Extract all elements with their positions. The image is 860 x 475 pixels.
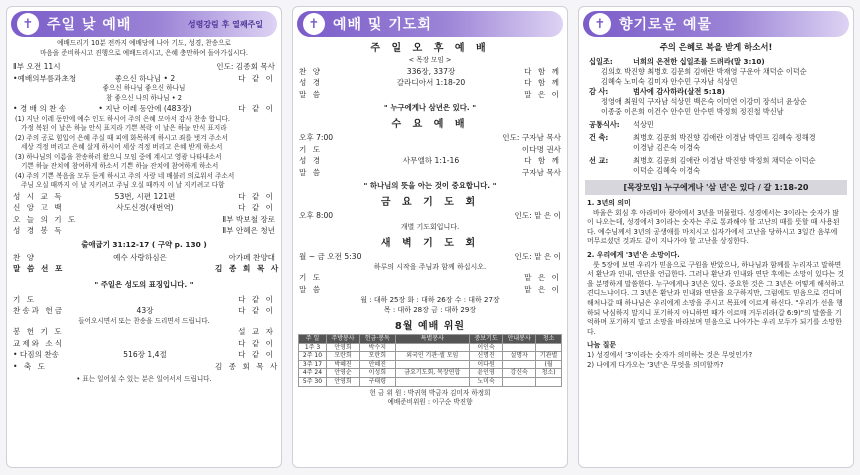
table-row [299, 377, 562, 386]
note: 개별 기도회입니다. [400, 222, 460, 231]
table-header-cell: 헌금·봉독 [360, 335, 395, 344]
table-cell [536, 343, 562, 352]
table-header-cell: 주 일 [299, 335, 327, 344]
service-lead: Ⅱ부 오전 11시 인도: 김종회 목사 [13, 62, 275, 71]
cross-icon: ✝ [303, 13, 325, 35]
table-cell: 금요기도회, 목장연합 [395, 369, 470, 378]
offering-category: 감 사: 범사에 감사하라(살전 5:18) [589, 87, 725, 96]
table-header-cell: 안내봉사 [503, 335, 536, 344]
reading-plan: 월 : 대하 25장 화 : 대하 26장 수 : 대하 27장 [360, 296, 500, 304]
order-row: 성 시 교 독 53번, 시편 121편 다 같 이 [13, 191, 275, 201]
section-subtitle: < 목장 모임 > [408, 56, 452, 64]
table-header-cell: 청소 [536, 335, 562, 344]
order-row: 봉 헌 기 도 설 교 자 [13, 327, 275, 336]
section-heading: 1. 3년의 의미 [587, 199, 631, 207]
table-cell: 안영희 [326, 343, 359, 352]
order-row: 기 도 맡 은 이 [299, 273, 561, 282]
hymn-verse: 기쁜 하늘 잔치에 참여하게 하소서 기쁜 하늘 잔치에 참여하게 하소서 [21, 162, 219, 170]
table-cell: 청소) [536, 369, 562, 378]
table-row [299, 369, 562, 378]
table-cell: 안영순 [326, 369, 359, 378]
offering-note: 들어오시면서 또는 찬송을 드리면서 드립니다. [78, 316, 210, 325]
intro-line: 예배드리기 10분 전까지 예배당에 나아 기도, 성경, 찬송으로 [57, 39, 231, 47]
table-cell: 안영희 [326, 377, 359, 386]
question: 1) 성경에서 '3'이라는 숫자가 의미하는 것은 무엇인가? [587, 350, 753, 359]
table-cell [395, 360, 470, 369]
service-time: 오후 8:00 인도: 맡 은 이 [299, 211, 561, 220]
section-title: 새 벽 기 도 회 [380, 237, 480, 249]
order-row: 성 경 봉 독 Ⅱ부 안혜은 청년 [13, 226, 275, 235]
table-cell: 노미숙 [470, 377, 503, 386]
hymn-line: 참 좋으신 나의 하나님 • 2 [106, 93, 182, 102]
table-cell: 외국인 기관·셀 모임 [395, 352, 470, 361]
table-cell: 4주 24 [299, 369, 327, 378]
table-cell [503, 343, 536, 352]
offerings-heading: 주의 은혜로 복을 받게 하소서! [659, 42, 773, 52]
donor-list: 이경남 김은숙 이경숙 [633, 143, 701, 152]
table-cell: 모란희 [326, 352, 359, 361]
panel-title: 향기로운 예물 [619, 17, 713, 33]
order-row: 성 경 사무엘하 1:1-16 다 함 께 [299, 156, 561, 165]
order-row: • 축 도 김 종 회 목 사 [13, 361, 280, 371]
service-time: 오후 7:00 인도: 구자남 목사 [299, 133, 561, 142]
committee-table [298, 334, 562, 387]
order-row: 말 씀 구자남 목사 [299, 167, 561, 177]
hymn-verse: 주님 오실 때까지 이 날 지키려고 주님 오실 때까지 이 날 지키려고 다함 [21, 181, 225, 189]
order-row: 말 씀 선 포 김 종 회 목 사 [13, 264, 281, 273]
offering-category: 공통식사: 석상민 [589, 120, 654, 129]
scripture-reading: 출애굽기 31:12-17 ( 구약 p. 130 ) [81, 239, 207, 249]
offerings-panel [578, 6, 854, 468]
table-cell: 박혜진 [326, 360, 359, 369]
offering-category: 선 교: 최병호 김문희 김애란 이경남 박진향 박정희 채덕순 이덕순 [589, 156, 816, 165]
hymn-verse: 세상 걱정 버리고 은혜 살게 하시어 세상 걱정 버리고 은혜 받게 하소서 [21, 143, 223, 151]
order-row: 찬 양 예수 사랑하심은 아가페 찬양대 [13, 252, 275, 262]
table-cell: 2주 10 [299, 352, 327, 361]
table-cell: 5주 30 [299, 377, 327, 386]
donor-list: 이덕순 김혜숙 이경숙 [633, 166, 701, 175]
table-cell: 모란희 [360, 352, 395, 361]
table-cell [503, 377, 536, 386]
section-title: 주 일 오 후 예 배 [370, 43, 490, 54]
order-row: 성 경 갈라디아서 1:18-20 다 함 께 [299, 78, 561, 87]
panel-title: 주일 낮 예배 [47, 17, 132, 33]
message-title: " 누구에게나 삼년은 있다. " [383, 103, 477, 112]
order-row: 기 도 이다명 권사 [299, 144, 561, 154]
section-title: 수 요 예 배 [391, 119, 469, 130]
table-cell: 이인숙 [470, 343, 503, 352]
sermon-title: " 주일은 성도의 표징입니다. " [94, 279, 194, 289]
order-row: •예배의부름과초청 좋으신 하나님 • 2 다 같 이 [13, 73, 275, 83]
table-row [299, 352, 562, 361]
table-cell [536, 377, 562, 386]
donor-list: 정영애 최원익 구자남 석상민 백은숙 이미연 이강미 장석녀 윤상순 [601, 97, 807, 106]
order-row: • 다짐의 찬송 516장 1,4절 다 같 이 [13, 350, 275, 359]
panel-title: 예배 및 기도회 [333, 17, 432, 33]
table-cell: 1주 3 [299, 343, 327, 352]
table-cell: (월 [536, 360, 562, 369]
hymn-line: 좋으신 하나님 좋으신 하나님 [102, 84, 186, 92]
paragraph: 바울은 회심 후 아라비아 광야에서 3년을 머물렀다. 성경에서는 3이라는 숫자가 많이 나오는데, 성경에서 3이라는 숫자는 주로 통과해야 할 고난의 때를 뜻할 때 사용된다. 예수님께서 3년의 공생애를 마치시고 십자가에서 고난을 당하시고 3일간 음부에 머무르셨던 것과도 같이 지나가야 할 고난을 상징한다. [587, 208, 840, 246]
table-cell: 3주 17 [299, 360, 327, 369]
offering-category: 십일조: 너희의 온전한 십일조를 드려라(말 3:10) [589, 57, 765, 66]
order-row: 교제와 소식 다 같 이 [13, 338, 275, 348]
worship-order-panel [6, 6, 282, 468]
footnote: • 표는 일어설 수 있는 분은 일어서서 드립니다. [76, 375, 212, 383]
table-cell: 이성희 [360, 369, 395, 378]
panel-banner [11, 11, 277, 37]
section-heading: 2. 우리에게 '3년'은 소망이다. [587, 250, 680, 259]
table-cell [395, 343, 470, 352]
order-row: 말 씀 맡 은 이 [299, 284, 561, 294]
panel-subtitle: 성령강림 후 열째주일 [187, 19, 263, 29]
section-title: 금 요 기 도 회 [380, 197, 480, 208]
paragraph: 룻 5장에 보면 우리가 믿음으로 구원을 받았으나, 하나님과 함께를 누리자고 말하면서 환난과 인내, 연단을 언급한다. 그러나 환난과 인내와 연단 후에는 소망이 있다는 것을 분명하게 말씀한다. 누구에게나 3년은 있다. 중요한 것은 그 3년은 어떻게 해석하고 견디느냐이다. 그 3년은 환난과 인내와 연단을 요구하지만, 그럼에도 믿음으로 견디며 해처나갈 때 하나님은 우리에게 소망을 주시고 목표에 이르게 하신다. "우리가 선을 행하되 낙심하지 말지니 포기하지 아니하면 때가 이르매 거두리라(갈 6:9)"의 말씀을 기억하며 포기하지 말고 소망을 바라보며 믿음으로 나아가는 우리 모두가 되기를 소망한다. [587, 260, 844, 336]
intro-line: 마음을 준비하시고 진행으로 예배드리시고, 은혜 충만하여 돌아가십시다. [40, 48, 248, 57]
services-panel [292, 6, 568, 468]
message-title: " 하나님의 뜻을 아는 것이 중요합니다. " [363, 181, 497, 190]
table-row [299, 360, 562, 369]
question: 2) 나에게 다가오는 '3년'은 무엇을 의미할까? [587, 360, 724, 369]
offering-category: 건 축: 최병호 김문희 박진향 김애란 이경남 박민프 김혜숙 정해경 [589, 133, 816, 142]
table-cell: 설명자 [503, 352, 536, 361]
cross-icon: ✝ [589, 13, 611, 35]
table-cell: 구태령 [360, 377, 395, 386]
note: 하루의 시작을 주님과 함께 하십시오. [373, 263, 487, 271]
table-header-cell: 특별봉사 [395, 335, 470, 344]
table-cell: 안혜진 [360, 360, 395, 369]
donor-list: 이종중 이은희 이건수 안수민 안수빈 박정희 정진철 박신남 [601, 107, 784, 116]
order-row: 말 씀 말 은 이 [299, 89, 561, 99]
hymn-verse: (4) 주의 기쁜 복음을 모두 듣게 하시고 주의 사랑 네 배불러 의로워서 주소서 [15, 171, 235, 180]
panel-banner [297, 11, 563, 37]
table-cell: 윤인영 [470, 369, 503, 378]
committee-footer: 헌 금 위 원 : 박귀혁 박금자 김미자 하정희 [369, 388, 491, 397]
table-cell [395, 377, 470, 386]
order-row: 찬 양 336장, 337장 다 함 께 [299, 66, 561, 76]
cross-icon: ✝ [17, 13, 39, 35]
hymn-verse: (3) 하나님의 이름을 찬송하러 왔으니 모임 중에 계시고 영광 나타내소서 [15, 152, 222, 161]
order-row: 신 앙 고 백 사도신경(새번역) 다 같 이 [13, 203, 275, 212]
table-header-cell: 중보기도 [470, 335, 503, 344]
hymn-verse: 가정 복된 이 날은 하늘 안식 표지라 기쁜 복락 이 날은 하늘 안식 표지라 [21, 124, 227, 132]
table-cell: 기관별 [536, 352, 562, 361]
meeting-topic: [목장모임] 누구에게나 '삼 년'은 있다 / 갈 1:18-20 [585, 180, 847, 195]
table-header-cell: 주방봉사 [326, 335, 359, 344]
table-cell: 신명진 [470, 352, 503, 361]
committee-title: 8월 예배 위원 [394, 321, 466, 332]
service-time: 월 ~ 금 오전 5:30 인도: 맡 은 이 [299, 251, 561, 261]
donor-list: 김혜숙 노미숙 김미자 안수민 구자남 석상민 [601, 77, 738, 86]
section-heading: 나눔 질문 [587, 341, 617, 350]
order-row: 찬송과 헌금 43장 다 같 이 [13, 306, 275, 315]
reading-plan: 목 : 대하 28장 금 : 대하 29장 [383, 306, 477, 314]
order-row: • 경 배 의 찬 송 • 지난 이레 동안에 (483장) 다 같 이 [13, 104, 275, 113]
committee-footer: 예배준비위원 : 이구순 박진향 [387, 398, 473, 407]
table-cell: 강신숙 [503, 369, 536, 378]
donor-list: 김의호 박진향 최병호 김문희 김애란 박재영 구운아 채덕순 이덕순 [601, 67, 807, 76]
order-row: 기 도 다 같 이 [13, 294, 275, 304]
table-cell: 이다원 [470, 360, 503, 369]
hymn-verse: (1) 지난 이레 동안에 예수 인도 하시어 주의 은혜 모아서 감사 찬송 합니다. [15, 114, 230, 123]
table-cell: 박수지 [360, 343, 395, 352]
order-row: 오 늘 의 기 도 Ⅱ부 박보철 장로 [13, 214, 275, 224]
table-row [299, 343, 562, 352]
panel-banner [583, 11, 849, 37]
hymn-verse: (2) 주의 공로 힘입어 은혜 주실 때 피에 화목하게 하시고 죄를 벗겨 주소서 [15, 133, 228, 142]
table-cell [503, 360, 536, 369]
